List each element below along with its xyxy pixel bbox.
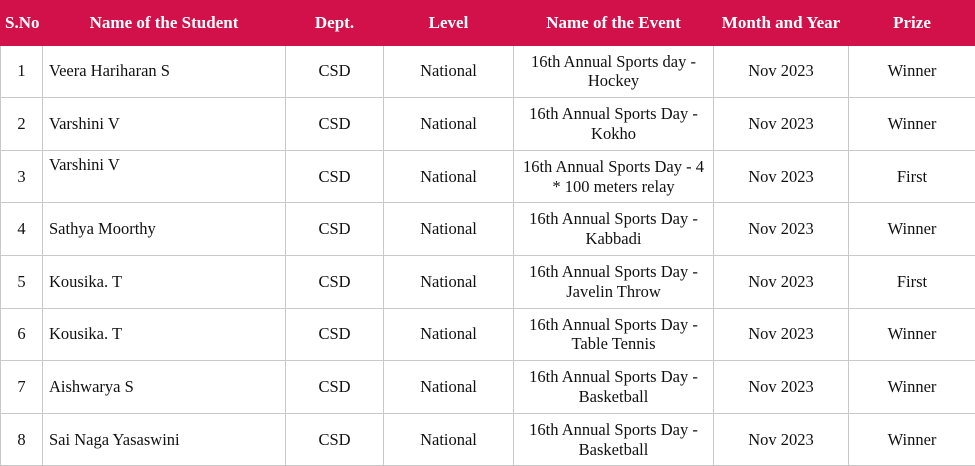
cell-student-name: Sai Naga Yasaswini xyxy=(43,413,286,466)
cell-prize: First xyxy=(849,255,975,308)
table-row xyxy=(1,308,975,361)
column-header-level: Level xyxy=(384,1,514,46)
cell-month-year: Nov 2023 xyxy=(714,413,849,466)
cell-level: National xyxy=(384,361,514,414)
cell-student-name: Kousika. T xyxy=(43,255,286,308)
cell-level: National xyxy=(384,150,514,203)
cell-event: 16th Annual Sports Day - Basketball xyxy=(514,413,714,466)
cell-level: National xyxy=(384,203,514,256)
cell-sno: 6 xyxy=(1,308,43,361)
cell-dept: CSD xyxy=(286,361,384,414)
cell-prize: Winner xyxy=(849,413,975,466)
cell-dept: CSD xyxy=(286,98,384,151)
cell-sno: 1 xyxy=(1,45,43,98)
column-header-event: Name of the Event xyxy=(514,1,714,46)
cell-level: National xyxy=(384,98,514,151)
cell-level: National xyxy=(384,255,514,308)
cell-level: National xyxy=(384,308,514,361)
cell-dept: CSD xyxy=(286,150,384,203)
cell-month-year: Nov 2023 xyxy=(714,203,849,256)
column-header-month-year: Month and Year xyxy=(714,1,849,46)
cell-dept: CSD xyxy=(286,413,384,466)
table-row xyxy=(1,203,975,256)
cell-dept: CSD xyxy=(286,203,384,256)
table-row xyxy=(1,150,975,203)
table-row xyxy=(1,361,975,414)
cell-prize: Winner xyxy=(849,203,975,256)
cell-event: 16th Annual Sports day - Hockey xyxy=(514,45,714,98)
cell-student-name: Varshini V xyxy=(43,150,286,203)
cell-prize: Winner xyxy=(849,361,975,414)
cell-event: 16th Annual Sports Day - Kokho xyxy=(514,98,714,151)
cell-event: 16th Annual Sports Day - Basketball xyxy=(514,361,714,414)
cell-dept: CSD xyxy=(286,255,384,308)
cell-prize: First xyxy=(849,150,975,203)
table-header-row xyxy=(1,1,975,46)
cell-sno: 2 xyxy=(1,98,43,151)
cell-dept: CSD xyxy=(286,45,384,98)
cell-student-name: Veera Hariharan S xyxy=(43,45,286,98)
cell-dept: CSD xyxy=(286,308,384,361)
cell-sno: 4 xyxy=(1,203,43,256)
cell-sno: 8 xyxy=(1,413,43,466)
cell-prize: Winner xyxy=(849,308,975,361)
column-header-sno: S.No xyxy=(1,1,43,46)
cell-event: 16th Annual Sports Day - Javelin Throw xyxy=(514,255,714,308)
cell-month-year: Nov 2023 xyxy=(714,45,849,98)
cell-student-name: Varshini V xyxy=(43,98,286,151)
cell-student-name: Kousika. T xyxy=(43,308,286,361)
table-header xyxy=(1,1,975,46)
column-header-student-name: Name of the Student xyxy=(43,1,286,46)
table-body xyxy=(1,45,975,466)
column-header-prize: Prize xyxy=(849,1,975,46)
cell-month-year: Nov 2023 xyxy=(714,150,849,203)
table-row xyxy=(1,413,975,466)
table-row xyxy=(1,98,975,151)
cell-month-year: Nov 2023 xyxy=(714,98,849,151)
cell-event: 16th Annual Sports Day - Kabbadi xyxy=(514,203,714,256)
cell-month-year: Nov 2023 xyxy=(714,255,849,308)
cell-level: National xyxy=(384,45,514,98)
cell-prize: Winner xyxy=(849,98,975,151)
cell-student-name: Aishwarya S xyxy=(43,361,286,414)
column-header-dept: Dept. xyxy=(286,1,384,46)
cell-sno: 5 xyxy=(1,255,43,308)
cell-month-year: Nov 2023 xyxy=(714,361,849,414)
table-row xyxy=(1,45,975,98)
cell-month-year: Nov 2023 xyxy=(714,308,849,361)
cell-student-name: Sathya Moorthy xyxy=(43,203,286,256)
cell-sno: 3 xyxy=(1,150,43,203)
cell-event: 16th Annual Sports Day - 4 * 100 meters relay xyxy=(514,150,714,203)
cell-event: 16th Annual Sports Day - Table Tennis xyxy=(514,308,714,361)
cell-prize: Winner xyxy=(849,45,975,98)
cell-level: National xyxy=(384,413,514,466)
table-row xyxy=(1,255,975,308)
cell-sno: 7 xyxy=(1,361,43,414)
